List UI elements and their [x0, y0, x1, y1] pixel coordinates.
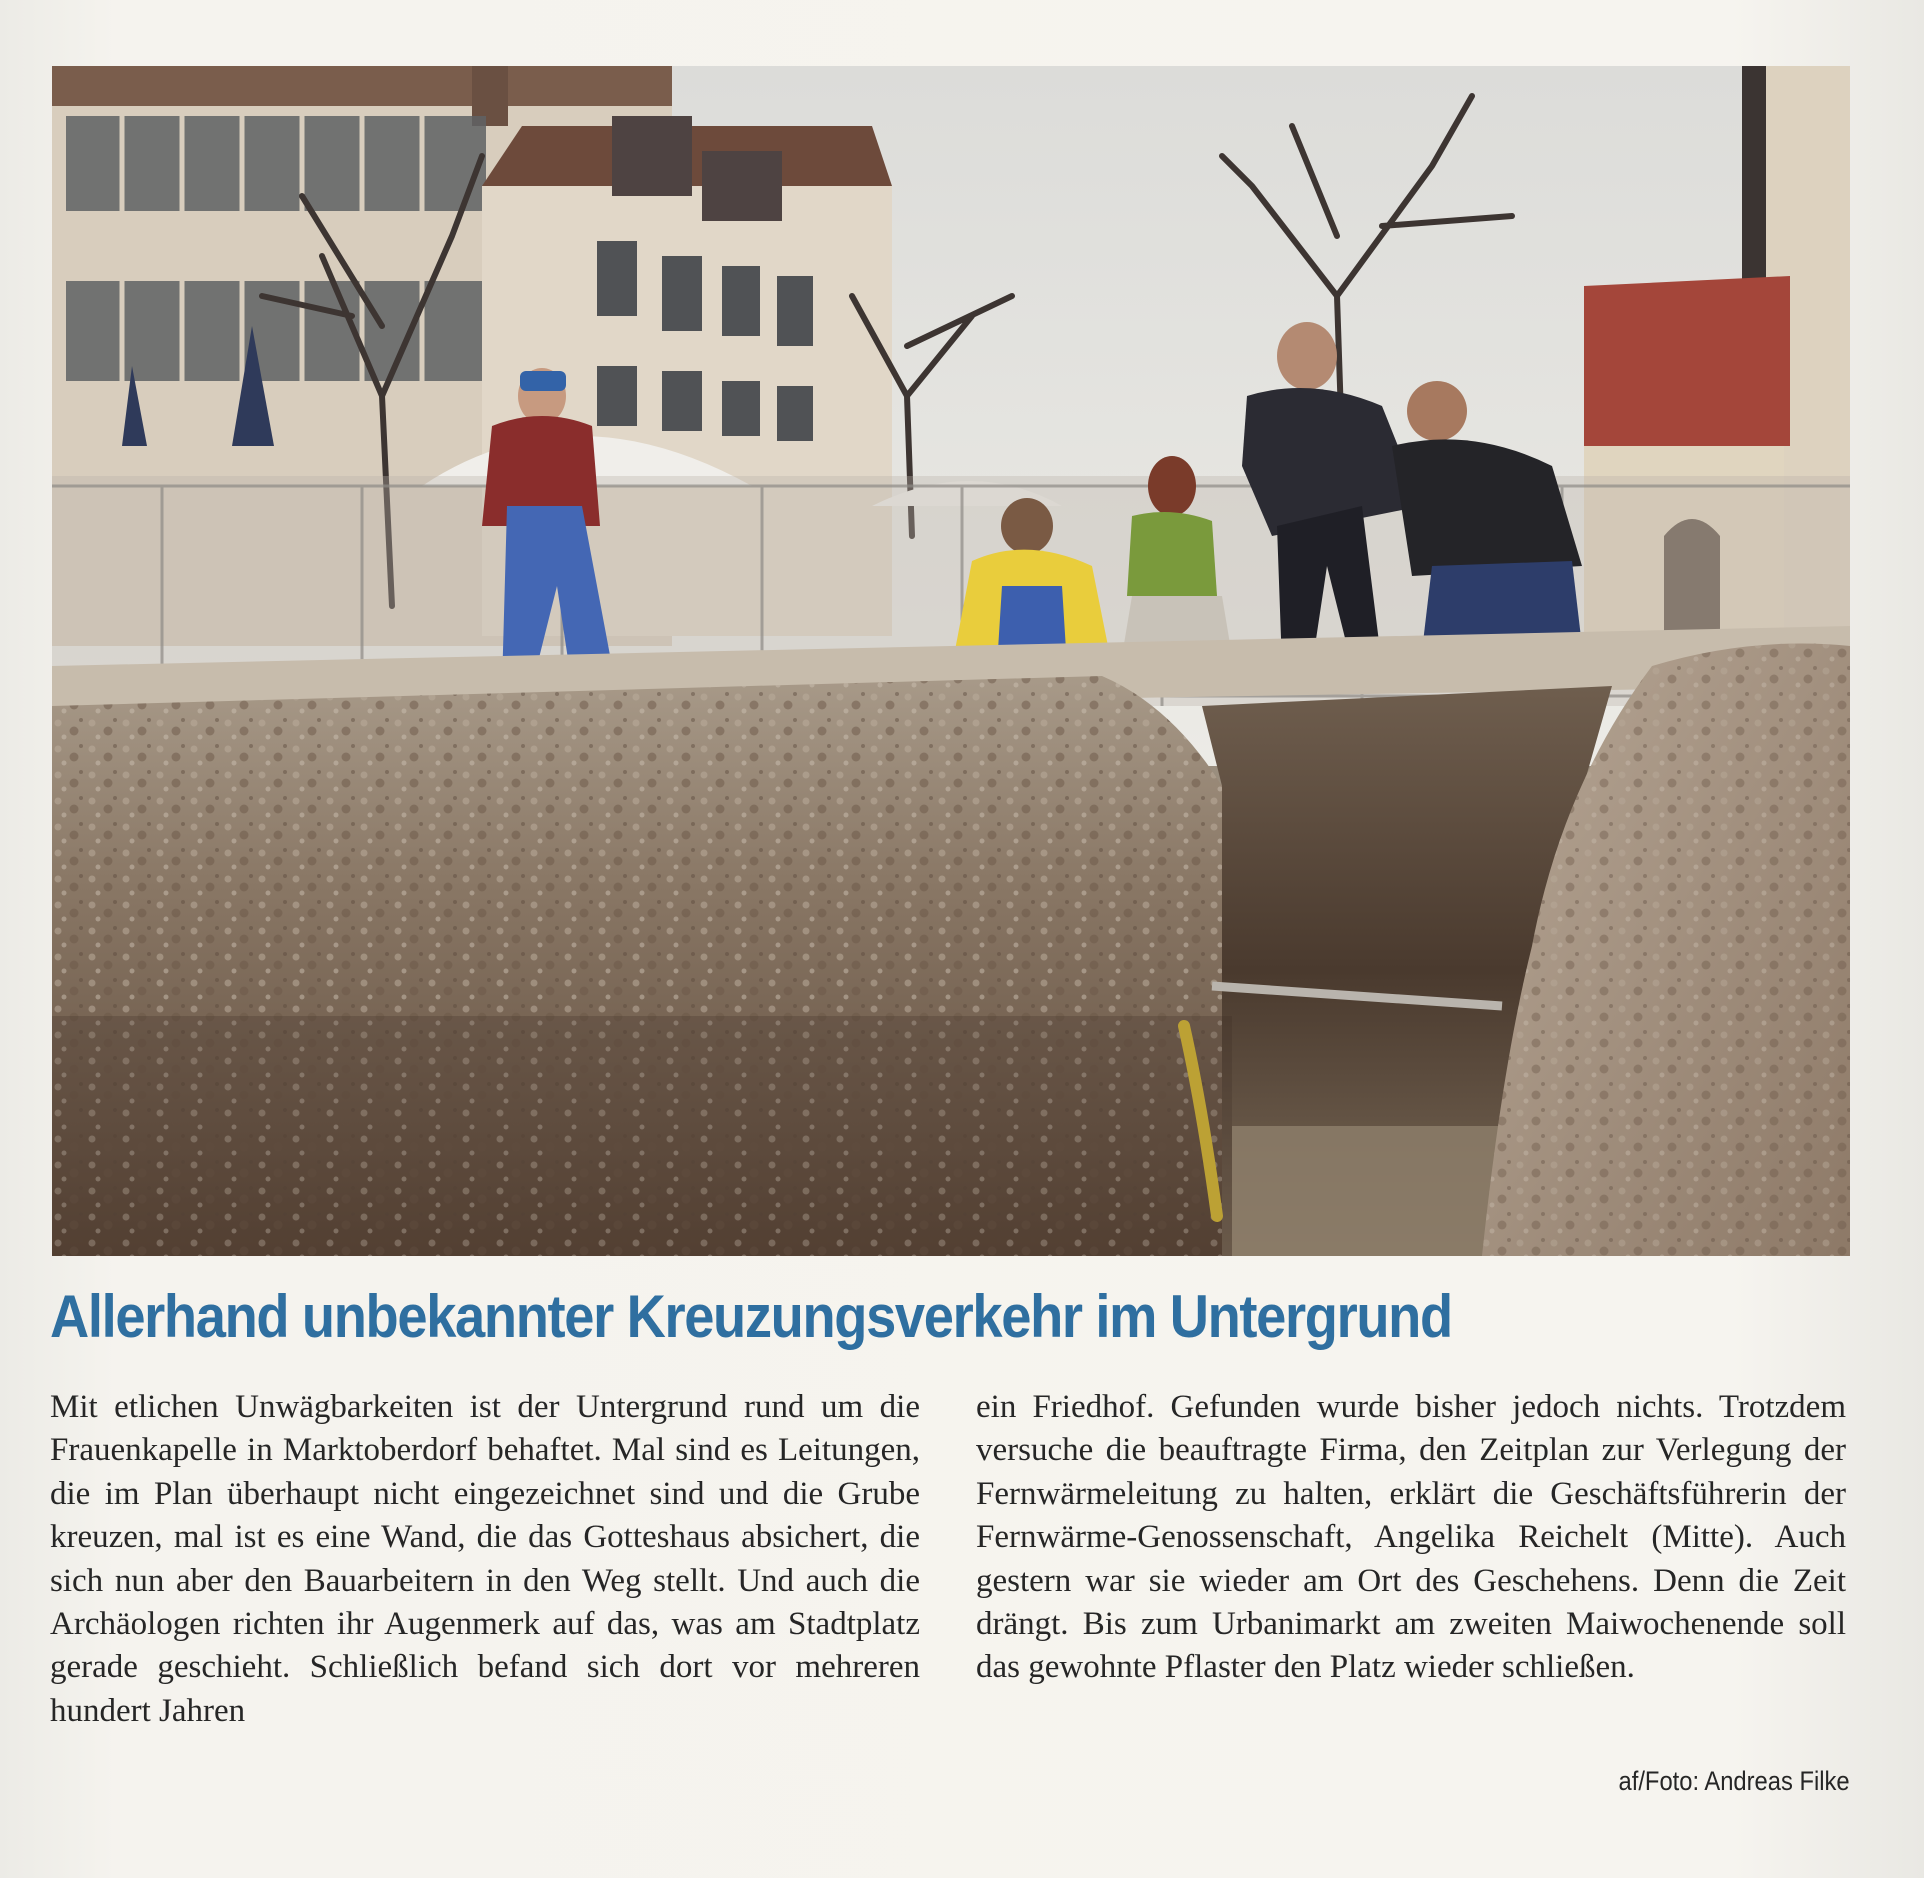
article-photo [52, 66, 1850, 1256]
photo-credit: af/Foto: Andreas Filke [1618, 1766, 1850, 1796]
article-text-column-right: ein Friedhof. Gefunden wurde bisher jedoch nichts. Trotzdem versuche die beauftragte Firma, den Zeitplan zur Verlegung der Fernwärmeleitung zu halten, erklärt die Geschäftsführerin der Fernwärme-Genossenschaft, Angelika Reichelt (Mitte). Auch gestern war sie wieder am Ort des Geschehens. Denn die Zeit drängt. Bis zum Urbanimarkt am zweiten Maiwochenende soll das gewohnte Pflaster den Platz wieder schließen. [976, 1389, 1846, 1686]
headline: Allerhand unbekannter Kreuzungsverkehr im Untergrund [50, 1283, 1452, 1350]
article-text-column-left: Mit etlichen Unwägbarkeiten ist der Untergrund rund um die Frauenkapelle in Marktoberdorf behaftet. Mal sind es Leitungen, die im Plan überhaupt nicht eingezeichnet sind und die Grube kreuzen, mal ist es eine Wand, die das Gotteshaus absichert, die sich nun aber den Bauarbeitern in den Weg stellt. Und auch die Archäologen richten ihr Augenmerk auf das, was am Stadtplatz gerade geschieht. Schließlich befand sich dort vor mehreren hundert Jahren [50, 1389, 920, 1729]
